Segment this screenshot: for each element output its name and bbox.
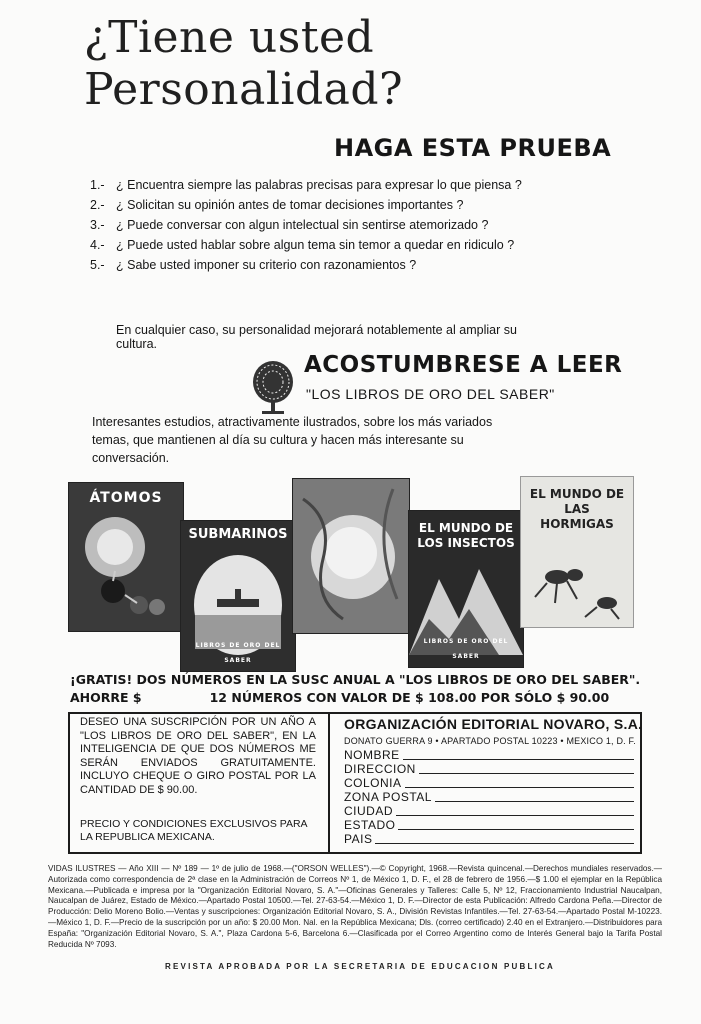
page-subtitle: HAGA ESTA PRUEBA: [334, 134, 612, 162]
field-label: COLONIA: [344, 776, 402, 790]
fill-line[interactable]: [396, 815, 634, 816]
book-title: SUBMARINOS: [188, 527, 288, 542]
field-label: DIRECCION: [344, 762, 416, 776]
title-line-1: ¿Tiene usted: [84, 12, 375, 63]
form-divider: [328, 712, 330, 854]
publication-imprint: VIDAS ILUSTRES — Año XIII — Nº 189 — 1º de julio de 1968.—("ORSON WELLES").—© Copyright, 1968.—Revista quincenal.—Derechos mundiales reservados.—Autorizada como correspondencia de 2ª clase en la Administración de Correos Nº 1, de México 1, D. F., el 28 de febrero de 1956.—$ 1.00 el ejemplar en la República Mexicana.—Publicada e impresa por la "Organización Editorial Novaro, S. A."—Oficinas Generales y Talleres: Calle 5, Nº 12, Fraccionamiento Industrial Naucalpan, Naucalpan de Juárez, Estado de México.—Apartado Postal 10500.—Tel. 27-63-54.—México 1, D. F.—Director de esta Publicación: Alfredo Cardona Peña.—Director de Producción: Delio Moreno Bolio.—Ventas y suscripciones: Organización Editorial Novaro, S. A., División Revistas Infantiles.—Tel. 27-63-54.—Apartado Postal M-10223.—México 1, D. F.—Precio de la suscripción por un año: $ 20.00 Mon. Nal. en la República Mexicana; Dls. (correo certificado) 2.40 en el Extranjero.—Distribuidores para España: "Organización Editorial Novaro, S. A.", Plaza Cardona 5-6, Barcelona 6.—Clasificada por el Correo Argentino como de Interés General bajo la Tarifa Postal Reducida Nº 7093.: [48, 864, 662, 949]
fill-line[interactable]: [405, 787, 634, 788]
field-zona-postal[interactable]: [344, 790, 634, 804]
fill-line[interactable]: [375, 843, 634, 844]
promo-line-1: [70, 672, 640, 687]
field-ciudad[interactable]: [344, 804, 634, 818]
field-label: ZONA POSTAL: [344, 790, 432, 804]
subscription-request-text: DESEO UNA SUSCRIPCIÓN POR UN AÑO A "LOS LIBROS DE ORO DEL SABER", EN LA INTELIGENCIA DE QUE DOS NÚMEROS ME SERÁN ENVIADOS GRATUITAMENTE. INCLUYO CHEQUE O GIRO POSTAL POR LA CANTIDAD DE $ 90.00.: [80, 716, 316, 796]
book-cover-hormigas: [520, 476, 634, 628]
book-footer: LIBROS DE ORO DEL SABER: [195, 642, 281, 664]
field-colonia[interactable]: [344, 776, 634, 790]
promo-line-1-start: ¡GRATIS! DOS NÚMEROS EN LA SUSC: [70, 672, 329, 687]
page-title: [84, 12, 644, 116]
question-number: 4.-: [90, 238, 105, 252]
fill-line[interactable]: [403, 759, 634, 760]
fill-line[interactable]: [398, 829, 634, 830]
book-title: EL MUNDO DE LOS INSECTOS: [417, 521, 515, 550]
field-pais[interactable]: [344, 832, 634, 846]
description-paragraph: Interesantes estudios, atractivamente ilustrados, sobre los más variados temas, que mantienen al día su cultura y hacen más interesante su conversación.: [92, 415, 493, 465]
slogan-headline: ACOSTUMBRESE A LEER: [304, 352, 623, 378]
field-label: CIUDAD: [344, 804, 394, 818]
price-conditions: PRECIO Y CONDICIONES EXCLUSIVOS PARA LA REPUBLICA MEXICANA.: [80, 818, 307, 843]
book-cover-atomos: [68, 482, 184, 632]
address-fields: [344, 748, 634, 846]
promo-line-1-end: ANUAL A "LOS LIBROS DE ORO DEL SABER".: [333, 672, 641, 687]
atom-model-icon: [77, 511, 175, 623]
list-item: [90, 258, 540, 272]
collection-name: "LOS LIBROS DE ORO DEL SABER": [306, 386, 555, 402]
field-label: ESTADO: [344, 818, 396, 832]
list-item: [90, 178, 540, 192]
question-number: 2.-: [90, 198, 105, 212]
question-text: ¿ Sabe usted imponer su criterio con razonamientos ?: [116, 258, 417, 272]
fill-line[interactable]: [419, 773, 634, 774]
field-estado[interactable]: [344, 818, 634, 832]
approval-notice: REVISTA APROBADA POR LA SECRETARIA DE EDUCACION PUBLICA: [165, 962, 555, 971]
field-nombre[interactable]: [344, 748, 634, 762]
question-text: ¿ Encuentra siempre las palabras precisas para expresar lo que piensa ?: [116, 178, 522, 192]
abstract-illustration-icon: [293, 479, 409, 633]
closing-paragraph: En cualquier caso, su personalidad mejorará notablemente al ampliar su cultura.: [116, 323, 517, 351]
promo-line-2: [70, 690, 609, 705]
list-item: [90, 238, 540, 252]
question-text: ¿ Puede usted hablar sobre algun tema sin temor a quedar en ridiculo ?: [116, 238, 515, 252]
title-line-2: Personalidad?: [84, 64, 404, 115]
question-number: 3.-: [90, 218, 105, 232]
publisher-address: DONATO GUERRA 9 • APARTADO POSTAL 10223 • MEXICO 1, D. F.: [344, 736, 636, 746]
book-title: ÁTOMOS: [89, 490, 163, 506]
promo-line-2-end: 12 NÚMEROS CON VALOR DE $ 108.00 POR SÓLO $ 90.00: [209, 690, 610, 705]
book-footer: LIBROS DE ORO DEL SABER: [423, 638, 509, 660]
publisher-name: ORGANIZACIÓN EDITORIAL NOVARO, S.A.: [344, 716, 643, 732]
question-list: [90, 178, 540, 278]
question-text: ¿ Solicitan su opinión antes de tomar decisiones importantes ?: [116, 198, 464, 212]
question-number: 5.-: [90, 258, 105, 272]
field-label: NOMBRE: [344, 748, 400, 762]
field-label: PAIS: [344, 832, 373, 846]
tree-logo-icon: [250, 358, 296, 416]
book-cover-insectos: [408, 510, 524, 668]
question-number: 1.-: [90, 178, 105, 192]
list-item: [90, 218, 540, 232]
book-cover-untitled: [292, 478, 410, 634]
question-text: ¿ Puede conversar con algun intelectual sin sentirse atemorizado ?: [116, 218, 489, 232]
field-direccion[interactable]: [344, 762, 634, 776]
book-title: EL MUNDO DE LAS HORMIGAS: [529, 487, 625, 531]
book-cover-submarinos: [180, 520, 296, 672]
ant-illustration-icon: [527, 537, 627, 621]
fill-line[interactable]: [435, 801, 634, 802]
promo-line-2-start: AHORRE $: [70, 690, 142, 705]
list-item: [90, 198, 540, 212]
